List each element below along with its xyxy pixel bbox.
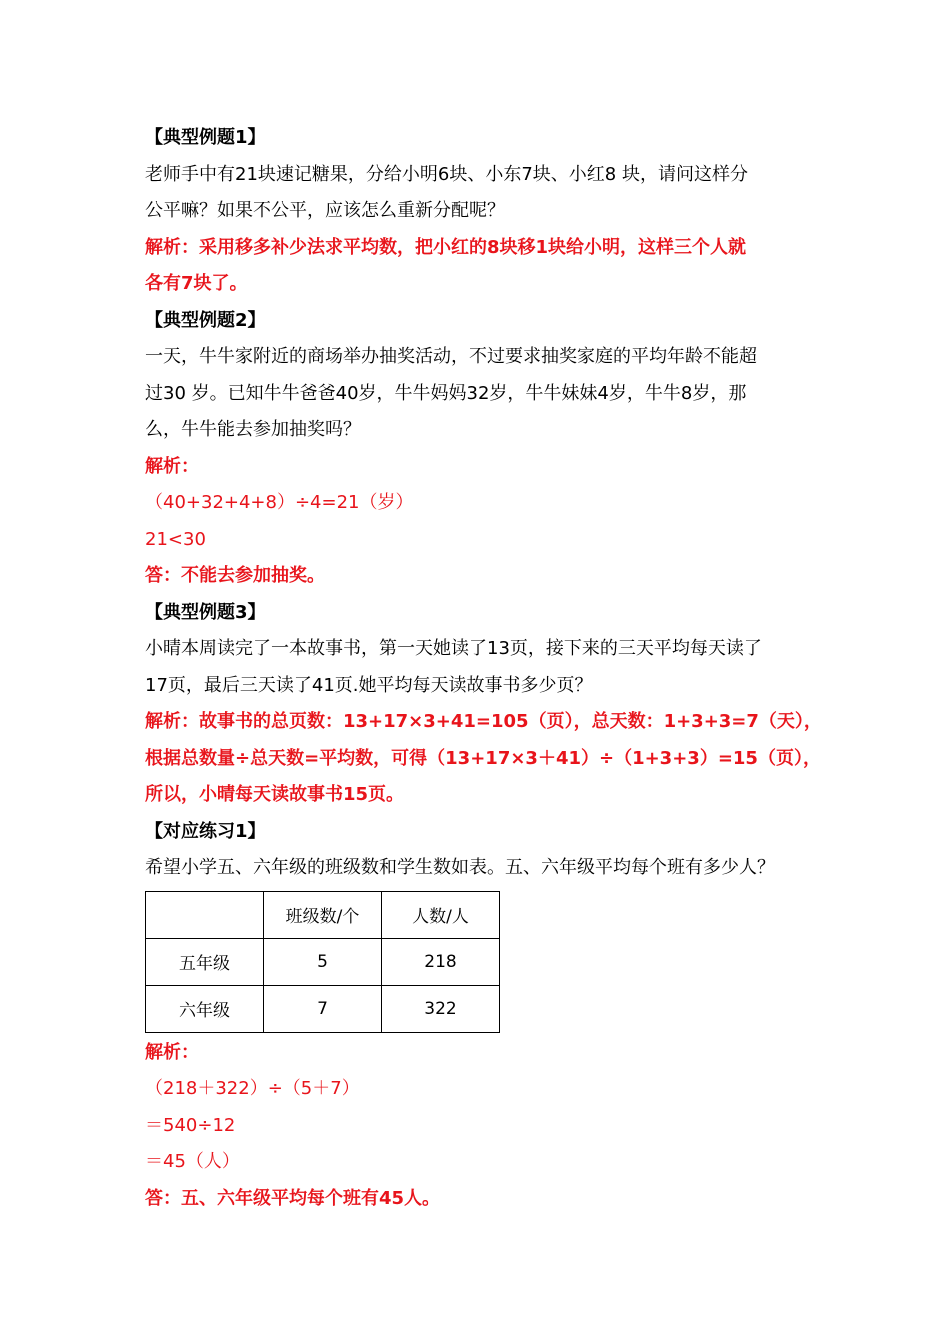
- table-cell: 322: [382, 985, 500, 1032]
- example-3-analysis-line-3: 所以，小晴每天读故事书15页。: [145, 784, 405, 805]
- table-cell: 六年级: [146, 985, 264, 1032]
- example-2-analysis-compare: 21<30: [145, 528, 206, 550]
- example-3-analysis-line-1: 解析：故事书的总页数：13+17×3+41=105（页），总天数：1+3+3=7（天），: [145, 711, 822, 732]
- example-2-heading: 【典型例题2】: [145, 309, 266, 331]
- table-header-row: [146, 891, 500, 938]
- example-3-analysis-line-2: 根据总数量÷总天数=平均数，可得（13+17×3＋41）÷（1+3+3）=15（页），: [145, 747, 821, 769]
- table-cell: 五年级: [146, 938, 264, 985]
- example-3-question-line-2: 17页，最后三天读了41页.她平均每天读故事书多少页？: [145, 674, 593, 696]
- example-1-heading: 【典型例题1】: [145, 127, 266, 148]
- practice-1-question: 希望小学五、六年级的班级数和学生数如表。五、六年级平均每个班有多少人？: [145, 857, 775, 878]
- practice-1-analysis-step-1: ＝540÷12: [145, 1114, 236, 1136]
- grade-class-table: [145, 891, 500, 1033]
- example-1-question-line-2: 公平嘛？如果不公平，应该怎么重新分配呢？: [145, 200, 505, 221]
- table-header-cell: [146, 891, 264, 938]
- practice-1-analysis-label: 解析：: [145, 1041, 199, 1063]
- table-cell: 7: [264, 985, 382, 1032]
- table-cell: 5: [264, 938, 382, 985]
- table-header-cell: 人数/人: [382, 891, 500, 938]
- example-2-question-line-3: 么，牛牛能去参加抽奖吗？: [145, 419, 361, 440]
- example-2-question-line-1: 一天，牛牛家附近的商场举办抽奖活动，不过要求抽奖家庭的平均年龄不能超: [145, 346, 757, 367]
- table-cell: 218: [382, 938, 500, 985]
- example-2-answer: 答：不能去参加抽奖。: [145, 565, 325, 586]
- example-2-analysis-label: 解析：: [145, 455, 199, 477]
- practice-1-analysis-step-2: ＝45（人）: [145, 1151, 240, 1172]
- practice-1-analysis-formula: （218＋322）÷（5＋7）: [145, 1078, 360, 1099]
- table-header-cell: 班级数/个: [264, 891, 382, 938]
- table-row: [146, 938, 500, 985]
- table-row: [146, 985, 500, 1032]
- example-1-analysis-line-1: 解析：采用移多补少法求平均数，把小红的8块移1块给小明，这样三个人就: [145, 236, 747, 258]
- example-3-heading: 【典型例题3】: [145, 601, 266, 623]
- practice-1-answer: 答：五、六年级平均每个班有45人。: [145, 1187, 441, 1209]
- example-2-question-line-2: 过30 岁。已知牛牛爸爸40岁，牛牛妈妈32岁，牛牛妹妹4岁，牛牛8岁，那: [145, 382, 747, 404]
- example-3-question-line-1: 小晴本周读完了一本故事书，第一天她读了13页，接下来的三天平均每天读了: [145, 638, 762, 659]
- example-1-question-line-1: 老师手中有21块速记糖果，分给小明6块、小东7块、小红8 块，请问这样分: [145, 163, 748, 185]
- example-2-analysis-formula: （40+32+4+8）÷4=21（岁）: [145, 492, 414, 513]
- example-1-analysis-line-2: 各有7块了。: [145, 273, 248, 294]
- practice-1-heading: 【对应练习1】: [145, 820, 266, 842]
- document-content: [145, 120, 822, 1217]
